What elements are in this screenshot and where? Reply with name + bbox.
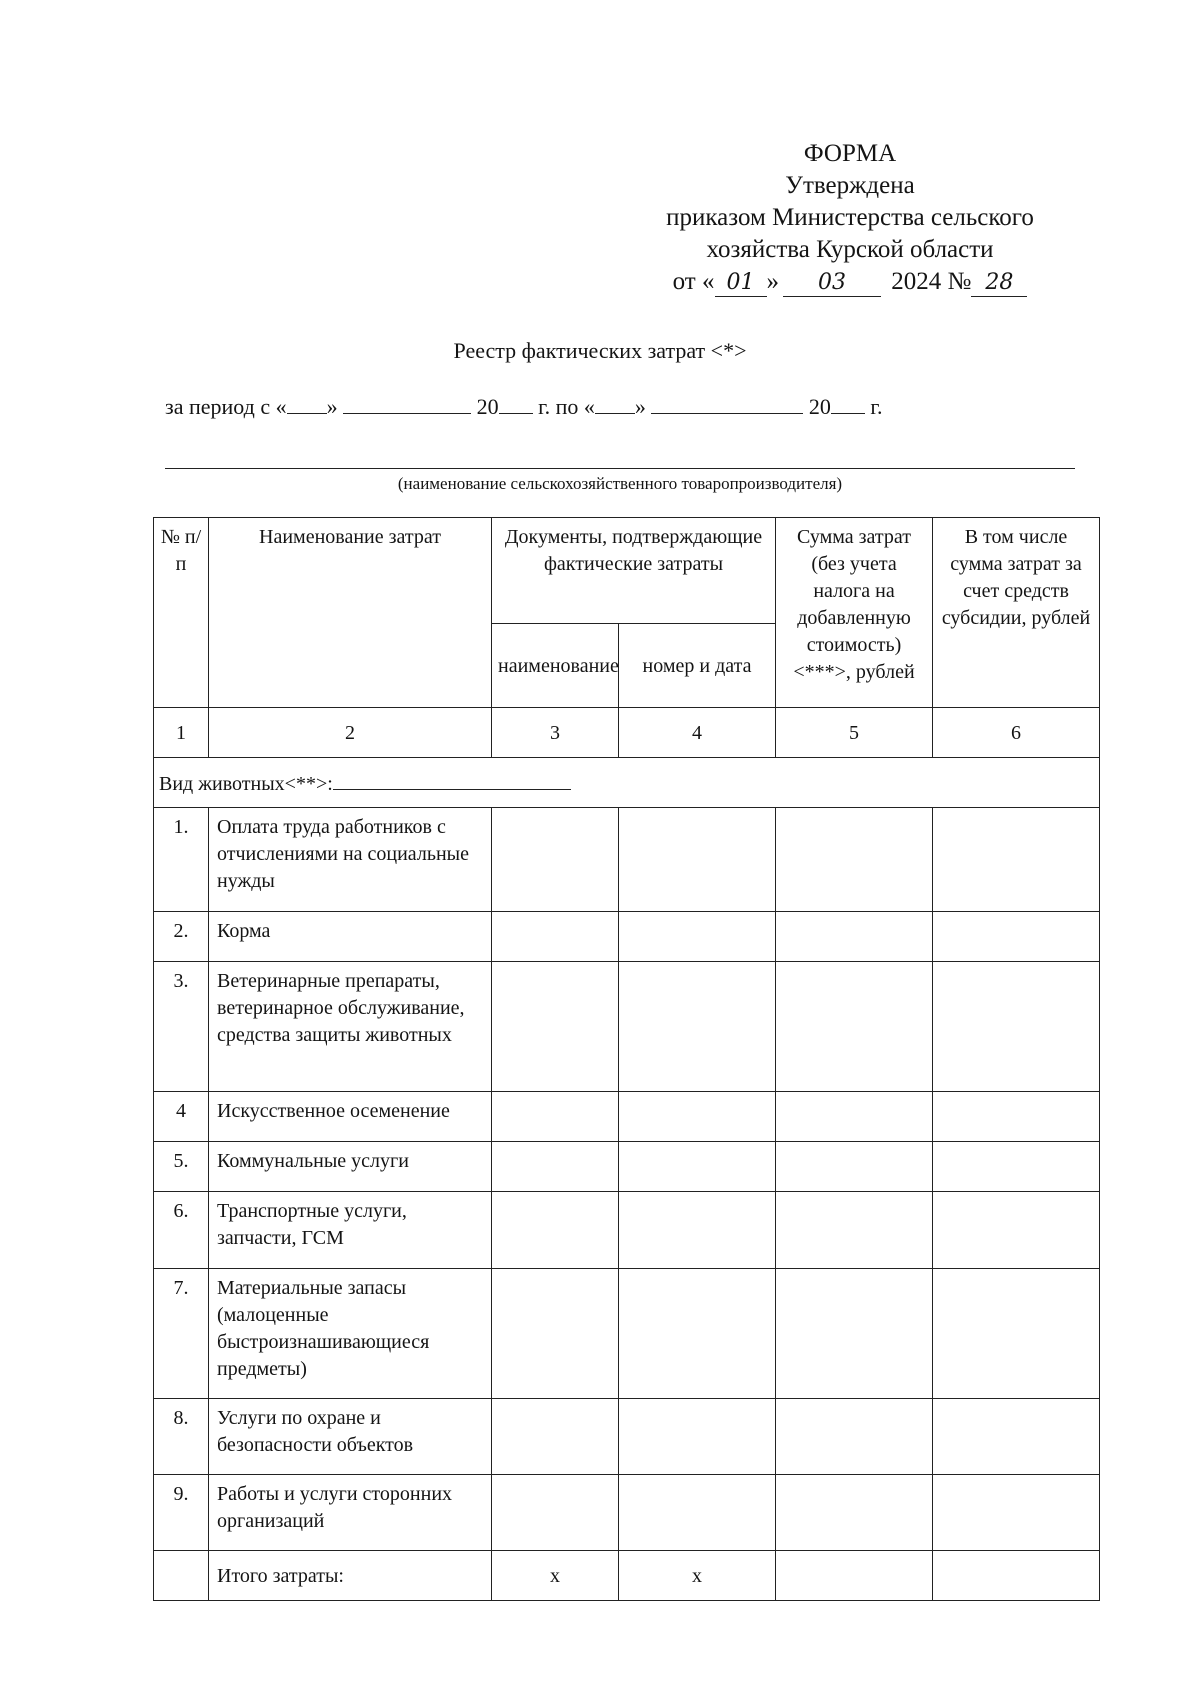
cell-subsidy[interactable] xyxy=(933,1192,1100,1269)
table-row xyxy=(154,912,1100,962)
row-number: 8. xyxy=(154,1399,209,1475)
order-line-1: приказом Министерства сельского xyxy=(666,204,1034,231)
cell-doc-name[interactable] xyxy=(492,1092,619,1142)
year-prefix-2: 20 xyxy=(808,394,831,419)
cell-sum[interactable] xyxy=(776,912,933,962)
cell-sum[interactable] xyxy=(776,808,933,912)
row-number: 6. xyxy=(154,1192,209,1269)
row-cost-name: Коммунальные услуги xyxy=(209,1142,492,1192)
cell-subsidy[interactable] xyxy=(933,962,1100,1092)
animal-type-blank[interactable] xyxy=(333,769,571,790)
cell-sum[interactable] xyxy=(776,1399,933,1475)
cell-subsidy[interactable] xyxy=(933,808,1100,912)
row-cost-name: Оплата труда работников с отчислениями на социальные нужды xyxy=(209,808,492,912)
table-row xyxy=(154,1269,1100,1399)
cell-subsidy[interactable] xyxy=(933,1092,1100,1142)
header-docs: Документы, подтверждающие фактические затраты xyxy=(492,518,776,624)
cell-doc-name[interactable] xyxy=(492,1269,619,1399)
cell-subsidy[interactable] xyxy=(933,912,1100,962)
cell-doc-numdate[interactable] xyxy=(619,1399,776,1475)
row-cost-name: Транспортные услуги, запчасти, ГСМ xyxy=(209,1192,492,1269)
cell-doc-numdate[interactable] xyxy=(619,912,776,962)
form-label: ФОРМА xyxy=(803,140,897,167)
cell-doc-name[interactable] xyxy=(492,1475,619,1551)
column-number: 2 xyxy=(209,708,492,758)
month-to-blank[interactable] xyxy=(651,393,803,414)
header-subsidy: В том числе сумма затрат за счет средств субсидии, рублей xyxy=(933,518,1100,708)
cell-doc-numdate[interactable] xyxy=(619,1142,776,1192)
header-name: Наименование затрат xyxy=(209,518,492,708)
row-cost-name: Работы и услуги сторонних организаций xyxy=(209,1475,492,1551)
column-number: 6 xyxy=(933,708,1100,758)
cell-subsidy[interactable] xyxy=(933,1399,1100,1475)
cell-doc-name[interactable] xyxy=(492,912,619,962)
period-line xyxy=(165,393,882,420)
table-row xyxy=(154,1092,1100,1142)
cell-doc-numdate[interactable] xyxy=(619,1192,776,1269)
total-sum-cell[interactable] xyxy=(776,1551,933,1601)
quote-close-1: » xyxy=(326,394,338,419)
row-number: 3. xyxy=(154,962,209,1092)
approval-stamp xyxy=(580,138,1120,298)
row-number: 2. xyxy=(154,912,209,962)
cell-doc-numdate[interactable] xyxy=(619,808,776,912)
order-date-line xyxy=(580,266,1120,298)
cell-doc-numdate[interactable] xyxy=(619,1092,776,1142)
year-prefix-1: 20 xyxy=(476,394,499,419)
cell-subsidy[interactable] xyxy=(933,1269,1100,1399)
header-row-1 xyxy=(154,518,1100,624)
producer-name-line[interactable] xyxy=(165,468,1075,469)
header-num: № п/п xyxy=(154,518,209,708)
row-cost-name: Услуги по охране и безопасности объектов xyxy=(209,1399,492,1475)
total-row xyxy=(154,1551,1100,1601)
register-title: Реестр фактических затрат <*> xyxy=(453,338,747,363)
row-number: 1. xyxy=(154,808,209,912)
row-cost-name: Ветеринарные препараты, ветеринарное обслуживание, средства защиты животных xyxy=(209,962,492,1092)
order-number: 28 xyxy=(971,270,1027,297)
year-to-label: г. по « xyxy=(538,394,595,419)
cell-sum[interactable] xyxy=(776,1269,933,1399)
column-number: 3 xyxy=(492,708,619,758)
cost-register-table xyxy=(153,517,1100,1601)
row-number: 7. xyxy=(154,1269,209,1399)
order-line-2: хозяйства Курской области xyxy=(706,236,994,263)
table-row xyxy=(154,1399,1100,1475)
column-number: 4 xyxy=(619,708,776,758)
cell-sum[interactable] xyxy=(776,962,933,1092)
cell-sum[interactable] xyxy=(776,1192,933,1269)
year-from-blank[interactable] xyxy=(499,393,533,414)
cell-doc-name[interactable] xyxy=(492,808,619,912)
animal-type-cell[interactable] xyxy=(154,758,1100,808)
total-num-cell xyxy=(154,1551,209,1601)
table-row xyxy=(154,962,1100,1092)
order-year: 2024 № xyxy=(891,268,972,295)
day-to-blank[interactable] xyxy=(595,393,635,414)
quote-close-2: » xyxy=(634,394,646,419)
animal-type-label: Вид животных<**>: xyxy=(159,773,333,795)
total-doc-numdate: x xyxy=(619,1551,776,1601)
approved-label: Утверждена xyxy=(785,172,915,199)
table-row xyxy=(154,808,1100,912)
row-cost-name: Материальные запасы (малоценные быстроизнашивающиеся предметы) xyxy=(209,1269,492,1399)
cell-doc-numdate[interactable] xyxy=(619,1475,776,1551)
row-cost-name: Корма xyxy=(209,912,492,962)
animal-type-row xyxy=(154,758,1100,808)
cell-subsidy[interactable] xyxy=(933,1142,1100,1192)
cell-doc-name[interactable] xyxy=(492,962,619,1092)
header-sum: Сумма затрат (без учета налога на добавленную стоимость) <***>, рублей xyxy=(776,518,933,708)
cell-subsidy[interactable] xyxy=(933,1475,1100,1551)
column-number-row xyxy=(154,708,1100,758)
cell-doc-name[interactable] xyxy=(492,1192,619,1269)
cell-sum[interactable] xyxy=(776,1092,933,1142)
cell-doc-name[interactable] xyxy=(492,1142,619,1192)
header-doc-numdate: номер и дата xyxy=(619,624,776,708)
total-doc-name: x xyxy=(492,1551,619,1601)
row-number: 4 xyxy=(154,1092,209,1142)
table-row xyxy=(154,1142,1100,1192)
table-row xyxy=(154,1192,1100,1269)
month-from-blank[interactable] xyxy=(343,393,471,414)
cell-doc-numdate[interactable] xyxy=(619,1269,776,1399)
order-month: 03 xyxy=(783,270,881,297)
column-number: 1 xyxy=(154,708,209,758)
date-mid: » xyxy=(766,268,779,295)
table-row xyxy=(154,1475,1100,1551)
row-number: 5. xyxy=(154,1142,209,1192)
cell-doc-name[interactable] xyxy=(492,1399,619,1475)
producer-caption: (наименование сельскохозяйственного товаропроизводителя) xyxy=(397,474,843,493)
date-prefix: от « xyxy=(672,268,715,295)
row-cost-name: Искусственное осеменение xyxy=(209,1092,492,1142)
period-from-label: за период с « xyxy=(165,394,287,419)
header-doc-name: наименование xyxy=(492,624,619,708)
total-label: Итого затраты: xyxy=(209,1551,492,1601)
cell-sum[interactable] xyxy=(776,1142,933,1192)
year-to-blank[interactable] xyxy=(831,393,865,414)
cell-sum[interactable] xyxy=(776,1475,933,1551)
column-number: 5 xyxy=(776,708,933,758)
day-from-blank[interactable] xyxy=(287,393,327,414)
year-end-label: г. xyxy=(870,394,883,419)
order-day: 01 xyxy=(715,270,767,297)
total-subsidy-cell[interactable] xyxy=(933,1551,1100,1601)
row-number: 9. xyxy=(154,1475,209,1551)
cell-doc-numdate[interactable] xyxy=(619,962,776,1092)
